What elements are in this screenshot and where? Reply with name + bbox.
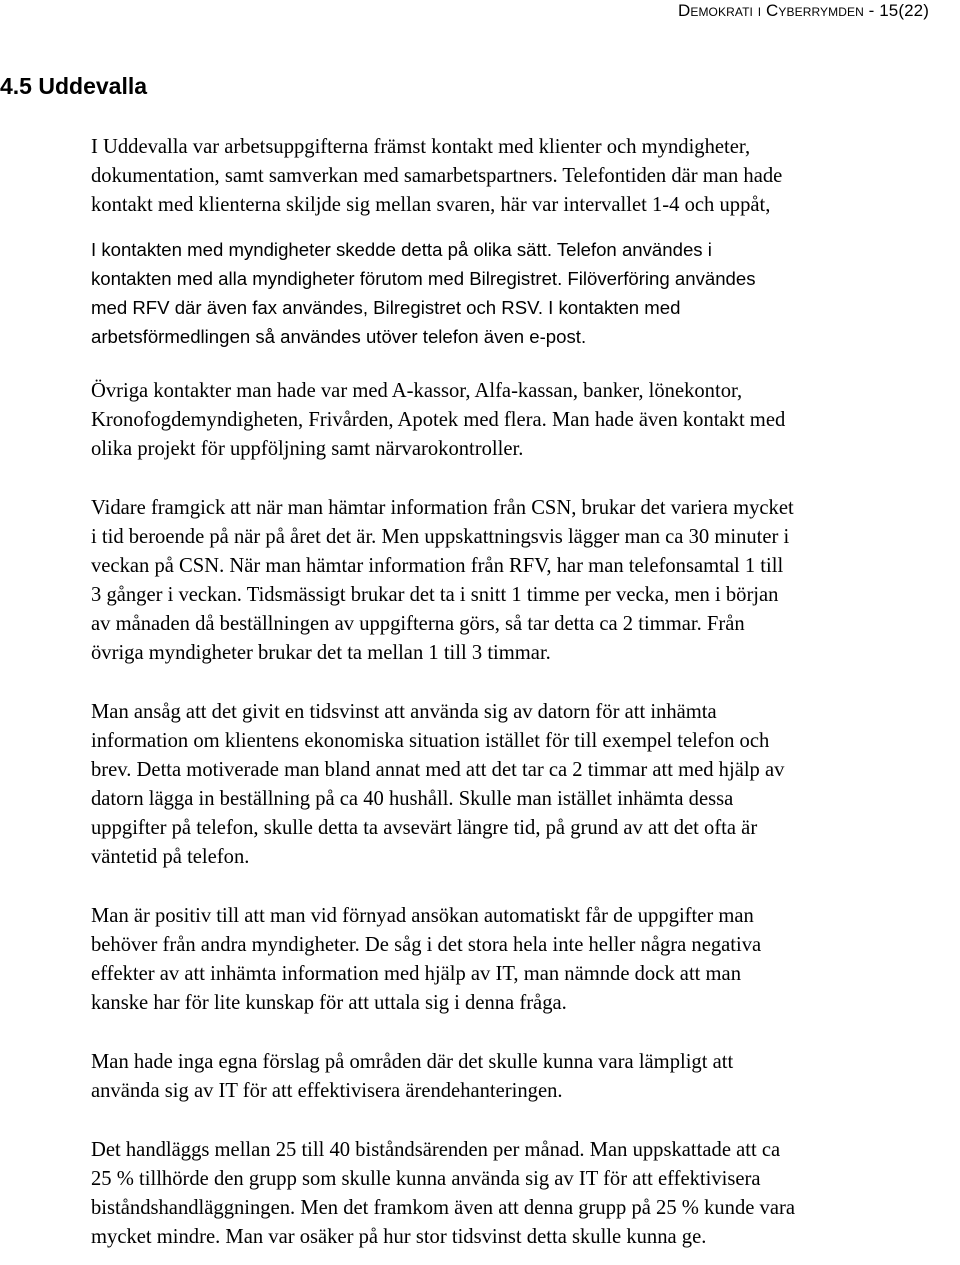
paragraph-line: Kronofogdemyndigheten, Frivården, Apotek med flera. Man hade även kontakt med xyxy=(91,409,786,431)
paragraph-4 xyxy=(91,494,959,668)
paragraph-line: använda sig av IT för att effektivisera ärendehanteringen. xyxy=(91,1080,563,1102)
paragraph-line: brev. Detta motiverade man bland annat med att det tar ca 2 timmar att med hjälp av xyxy=(91,759,785,781)
paragraph-3 xyxy=(91,377,959,464)
paragraph-line: kontakt med klienterna skiljde sig mellan svaren, här var intervallet 1-4 och uppåt, xyxy=(91,194,771,216)
paragraph-line: Det handläggs mellan 25 till 40 biståndsärenden per månad. Man uppskattade att ca xyxy=(91,1139,781,1161)
paragraph-line: Man är positiv till att man vid förnyad ansökan automatiskt får de uppgifter man xyxy=(91,905,754,927)
paragraph-line: mycket mindre. Man var osäker på hur stor tidsvinst detta skulle kunna ge. xyxy=(91,1226,707,1248)
paragraph-2 xyxy=(91,235,959,351)
paragraph-line: I kontakten med myndigheter skedde detta på olika sätt. Telefon användes i xyxy=(91,239,712,260)
paragraph-line: med RFV där även fax användes, Bilregistret och RSV. I kontakten med xyxy=(91,297,681,318)
paragraph-line: 3 gånger i veckan. Tidsmässigt brukar det ta i snitt 1 timme per vecka, men i början xyxy=(91,584,779,606)
paragraph-line: olika projekt för uppföljning samt närvarokontroller. xyxy=(91,438,524,460)
paragraph-line: datorn lägga in beställning på ca 40 hushåll. Skulle man istället inhämta dessa xyxy=(91,788,734,810)
paragraph-line: i tid beroende på när på året det är. Men uppskattningsvis lägger man ca 30 minuter i xyxy=(91,526,790,548)
paragraph-line: behöver från andra myndigheter. De såg i det stora hela inte heller några negativa xyxy=(91,934,762,956)
paragraph-line: kanske har för lite kunskap för att uttala sig i denna fråga. xyxy=(91,992,567,1014)
paragraph-line: övriga myndigheter brukar det ta mellan 1 till 3 timmar. xyxy=(91,642,551,664)
paragraph-7 xyxy=(91,1048,959,1106)
paragraph-line: Vidare framgick att när man hämtar information från CSN, brukar det variera mycket xyxy=(91,497,794,519)
paragraph-line: effekter av att inhämta information med hjälp av IT, man nämnde dock att man xyxy=(91,963,741,985)
paragraph-line: Man ansåg att det givit en tidsvinst att använda sig av datorn för att inhämta xyxy=(91,701,717,723)
paragraph-line: biståndshandläggningen. Men det framkom även att denna grupp på 25 % kunde vara xyxy=(91,1197,795,1219)
paragraph-5 xyxy=(91,698,959,872)
section-heading: 4.5 Uddevalla xyxy=(0,73,148,99)
running-header: Demokrati i Cyberrymden - 15(22) xyxy=(677,1,929,20)
paragraph-line: av månaden då beställningen av uppgifterna görs, så tar detta ca 2 timmar. Från xyxy=(91,613,745,635)
paragraph-line: uppgifter på telefon, skulle detta ta avsevärt längre tid, på grund av att det ofta är xyxy=(91,817,758,839)
paragraph-line: 25 % tillhörde den grupp som skulle kunna använda sig av IT för att effektivisera xyxy=(91,1168,761,1190)
paragraph-line: kontakten med alla myndigheter förutom med Bilregistret. Filöverföring användes xyxy=(91,268,756,289)
paragraph-1 xyxy=(91,133,959,220)
paragraph-line: I Uddevalla var arbetsuppgifterna främst kontakt med klienter och myndigheter, xyxy=(91,136,751,158)
paragraph-6 xyxy=(91,902,959,1018)
paragraph-line: väntetid på telefon. xyxy=(91,846,250,868)
paragraph-line: Övriga kontakter man hade var med A-kassor, Alfa-kassan, banker, lönekontor, xyxy=(91,380,743,402)
paragraph-line: Man hade inga egna förslag på områden där det skulle kunna vara lämpligt att xyxy=(91,1051,734,1073)
paragraph-8 xyxy=(91,1136,959,1252)
body-text xyxy=(91,133,959,1252)
paragraph-line: arbetsförmedlingen så användes utöver telefon även e-post. xyxy=(91,326,587,347)
paragraph-line: dokumentation, samt samverkan med samarbetspartners. Telefontiden där man hade xyxy=(91,165,783,187)
paragraph-line: veckan på CSN. När man hämtar information från RFV, har man telefonsamtal 1 till xyxy=(91,555,784,577)
paragraph-line: information om klientens ekonomiska situation istället för till exempel telefon och xyxy=(91,730,770,752)
